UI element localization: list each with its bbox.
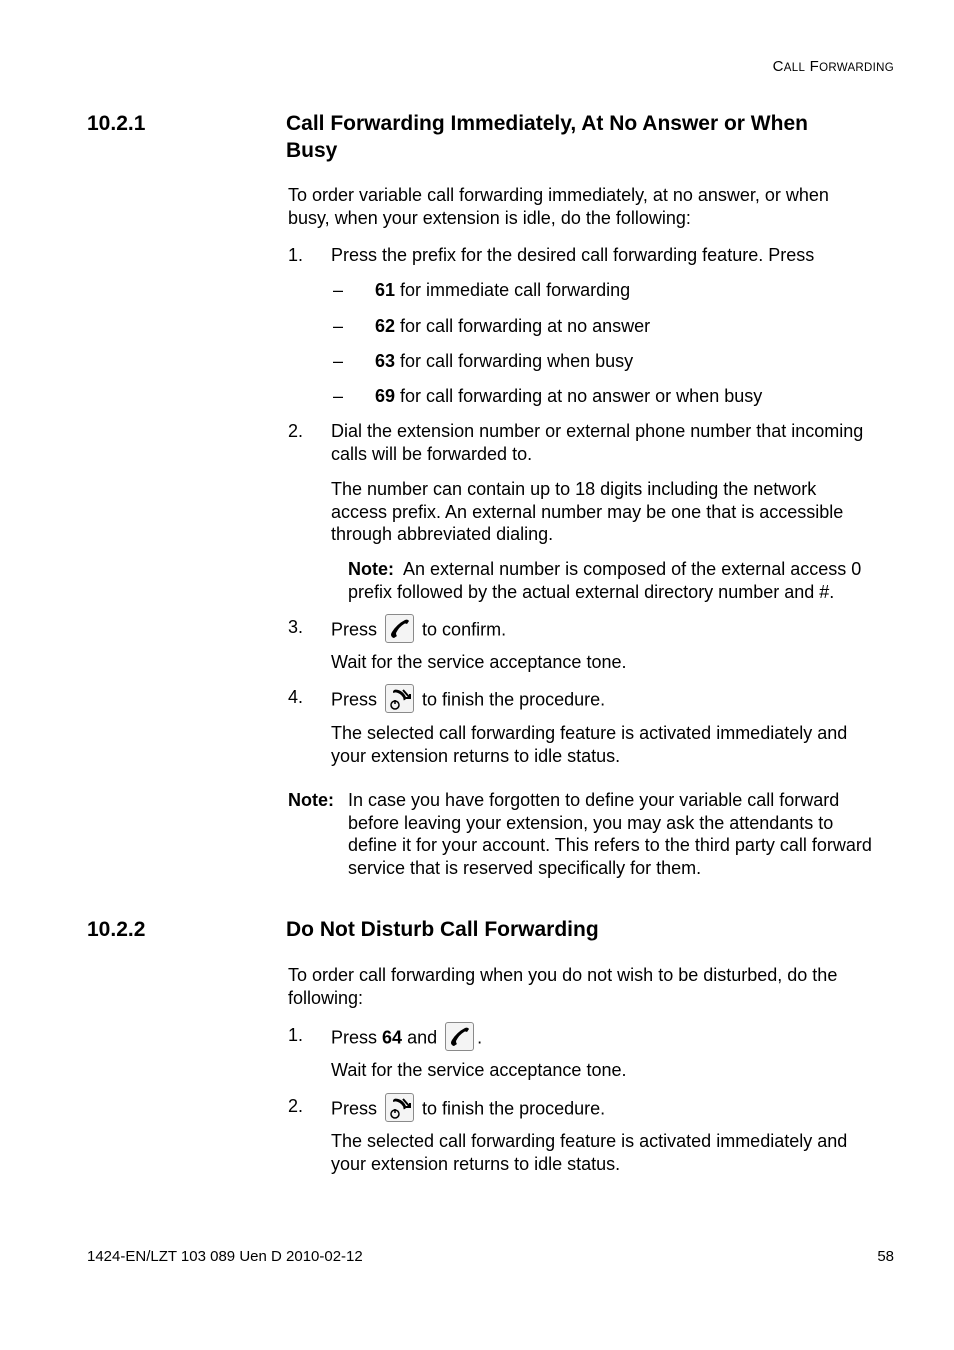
list-item: 61 for immediate call forwarding [375, 280, 631, 300]
note-text: In case you have forgotten to define your variable call forward before leaving your extension, you may ask the attendants to define it for your account. This refers to the third party call forward service that is reserved specifically for them. [348, 790, 872, 878]
offhook-key-icon [445, 1022, 474, 1051]
step-text: Dial the extension number or external phone number that incoming calls will be forwarded to. [331, 421, 864, 464]
step-number: 1. [288, 245, 304, 265]
section-number: 10.2.1 [87, 112, 146, 135]
inline-note: Note: An external number is composed of the external access 0 prefix followed by the actual external directory number and #. [348, 559, 862, 602]
list-dash: – [333, 316, 344, 336]
step-text: Press the prefix for the desired call forwarding feature. Press [331, 245, 815, 265]
feature-code: 63 [375, 351, 396, 371]
step-text: Press to finish the procedure. [331, 1095, 896, 1124]
feature-code: 64 [382, 1027, 403, 1048]
list-item: 63 for call forwarding when busy [375, 351, 634, 371]
intro-paragraph: To order variable call forwarding immediately, at no answer, or when busy, when your extension is idle, do the following: [288, 185, 829, 228]
step-number: 2. [288, 1096, 304, 1116]
list-item: 69 for call forwarding at no answer or when busy [375, 386, 763, 406]
note-label: Note: [348, 559, 394, 579]
running-header: CALL FORWARDING [772, 58, 894, 75]
step-detail: The number can contain up to 18 digits including the network access prefix. An external number may be one that is accessible through abbreviated dialing. [331, 479, 844, 544]
onhook-key-icon [385, 1093, 414, 1122]
section-title: Do Not Disturb Call Forwarding [286, 918, 599, 941]
list-dash: – [333, 351, 344, 371]
step-result: The selected call forwarding feature is activated immediately and your extension returns to idle status. [331, 1131, 848, 1174]
step-number: 1. [288, 1025, 304, 1045]
feature-code: 69 [375, 386, 396, 406]
step-number: 2. [288, 421, 304, 441]
step-text: Press to finish the procedure. [331, 686, 896, 715]
step-detail: Wait for the service acceptance tone. [331, 652, 627, 672]
intro-paragraph: To order call forwarding when you do not wish to be disturbed, do the following: [288, 965, 838, 1008]
footer-doc-id: 1424-EN/LZT 103 089 Uen D 2010-02-12 [87, 1248, 363, 1265]
note-label: Note: [288, 790, 334, 810]
offhook-key-icon [385, 614, 414, 643]
step-detail: Wait for the service acceptance tone. [331, 1060, 627, 1080]
list-dash: – [333, 386, 344, 406]
step-text: Press 64 and . [331, 1024, 896, 1053]
section-number: 10.2.2 [87, 918, 146, 941]
feature-code: 61 [375, 280, 396, 300]
list-dash: – [333, 280, 344, 300]
step-number: 3. [288, 617, 304, 637]
step-number: 4. [288, 687, 304, 707]
feature-code: 62 [375, 316, 396, 336]
section-title: Call Forwarding Immediately, At No Answer or When Busy [286, 112, 808, 162]
step-result: The selected call forwarding feature is activated immediately and your extension returns to idle status. [331, 723, 848, 766]
list-item: 62 for call forwarding at no answer [375, 316, 651, 336]
onhook-key-icon [385, 684, 414, 713]
step-text: Press to confirm. [331, 616, 896, 645]
page-number: 58 [877, 1248, 894, 1265]
